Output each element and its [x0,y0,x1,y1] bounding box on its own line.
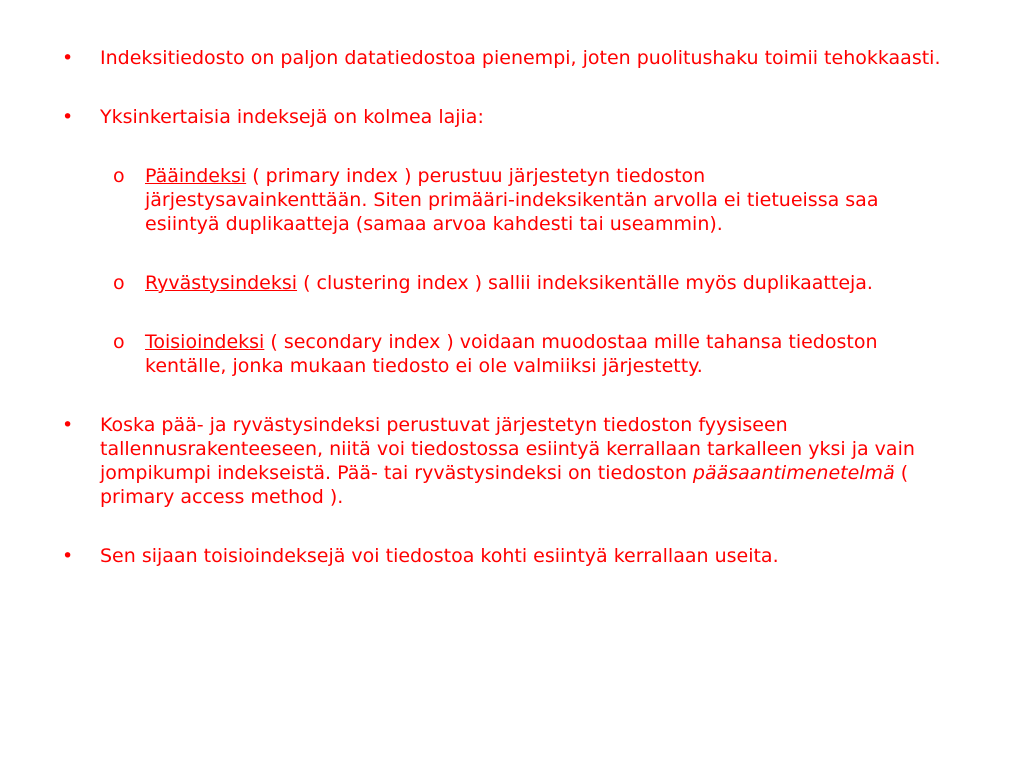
item-text: ( clustering index ) sallii indeksikentälle myös duplikaatteja. [297,272,873,294]
item-text: ( secondary index ) voidaan muodostaa mille tahansa tiedoston kentälle, jonka mukaan tiedosto ei ole valmiiksi järjestetty. [145,331,878,377]
term-secondary-index: Toisioindeksi [145,331,265,353]
item-text: Sen sijaan toisioindeksejä voi tiedostoa kohti esiintyä kerrallaan useita. [100,545,779,567]
item-text: Yksinkertaisia indeksejä on kolmea lajia: [100,106,484,128]
bullet-dot: • [62,414,74,436]
item-text: Koska pää- ja ryvästysindeksi perustuvat järjestetyn tiedoston fyysiseen tallennusrakenteeseen, niitä voi tiedostossa esiintyä kerrallaan tarkalleen yksi ja vain jompikumpi indekseistä. Pää- tai ryvästysindeksi on tiedoston [100,414,915,484]
list-item [0,413,1024,509]
bullet-dot: • [62,47,74,69]
bullet-circle: o [113,331,125,353]
bullet-circle: o [113,165,125,187]
bullet-circle: o [113,272,125,294]
sub-list-item [0,271,1024,295]
list-item [0,46,1024,70]
bullet-dot: • [62,545,74,567]
item-text-end: ( primary access method ). [100,462,909,508]
item-text: Indeksitiedosto on paljon datatiedostoa pienempi, joten puolitushaku toimii tehokkaasti. [100,47,941,69]
sub-list-item [0,330,1024,378]
bullet-dot: • [62,106,74,128]
term-clustering-index: Ryvästysindeksi [145,272,298,294]
term-primary-index: Pääindeksi [145,165,247,187]
list-item [0,105,1024,129]
list-item [0,544,1024,568]
sub-list-item [0,164,1024,236]
emphasis-access-method: pääsaantimenetelmä [692,462,895,484]
bullet-list [0,46,1024,568]
item-text: ( primary index ) perustuu järjestetyn tiedoston järjestysavainkenttään. Siten primääri-indeksikentän arvolla ei tietueissa saa esiintyä duplikaatteja (samaa arvoa kahdesti tai useammin). [145,165,879,235]
